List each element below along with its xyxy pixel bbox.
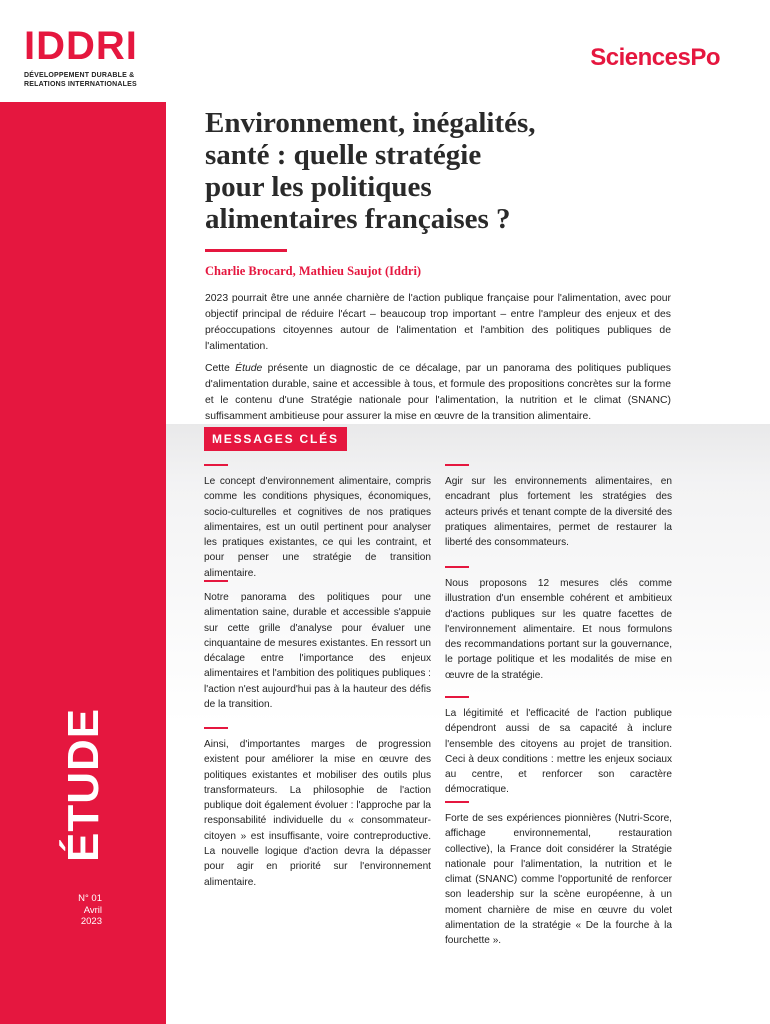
issue-info bbox=[58, 893, 102, 928]
authors: Charlie Brocard, Mathieu Saujot (Iddri) bbox=[205, 264, 422, 278]
issue-number: N° 01 bbox=[78, 893, 102, 904]
intro-paragraph-2-rest: présente un diagnostic de ce décalage, par un panorama des politiques publiques d'alimentation durable, saine et accessible à tous, et formule des propositions concrètes sur la forme et le contenu d'une Stratégie nationale pour l'alimentation, la nutrition et le climat (SNANC) suffisamment ambitieuse pour assurer la mise en œuvre de la transition alimentaire. bbox=[205, 363, 671, 422]
key-message-right-1: Agir sur les environnements alimentaires, en encadrant plus fortement les stratégies des acteurs privés et tenant compte de la diversité des pratiques alimentaires, permet de restaurer la liberté des consommateurs. bbox=[445, 476, 672, 549]
iddri-logo bbox=[24, 26, 154, 89]
title-line-4: alimentaires françaises ? bbox=[205, 203, 511, 235]
intro-paragraph-2 bbox=[205, 361, 671, 425]
key-message-divider bbox=[445, 464, 469, 466]
iddri-subtitle-line2: RELATIONS INTERNATIONALES bbox=[24, 81, 137, 88]
intro-paragraph-2-emphasis: Étude bbox=[235, 363, 263, 374]
sciencespo-logo: SciencesPo bbox=[590, 44, 720, 71]
key-message-divider bbox=[445, 696, 469, 698]
title-line-2: santé : quelle stratégie bbox=[205, 139, 482, 171]
intro-paragraph-1: 2023 pourrait être une année charnière de l'action publique française pour l'alimentation, avec pour objectif principal de réduire l'écart – beaucoup trop important – entre l'ampleur des enjeux et des préoccupations citoyennes autour de l'alimentation et l'ambition des politiques publiques de l'alimentation. bbox=[205, 293, 671, 352]
intro-paragraph-2-start: Cette bbox=[205, 363, 236, 374]
iddri-subtitle-line1: DÉVELOPPEMENT DURABLE & bbox=[24, 72, 135, 79]
title-line-1: Environnement, inégalités, bbox=[205, 107, 536, 139]
key-message-divider bbox=[204, 727, 228, 729]
key-message-divider bbox=[204, 580, 228, 582]
key-messages-label: MESSAGES CLÉS bbox=[204, 427, 347, 451]
key-message-left-1: Le concept d'environnement alimentaire, compris comme les conditions physiques, économiques, socio-culturelles et cognitives de nos pratiques alimentaires, est un outil pertinent pour analyser les pratiques existantes, ce qui les contraint, et pour penser une stratégie de transition alimentaire. bbox=[204, 476, 431, 579]
key-message-right-3: La légitimité et l'efficacité de l'action publique dépendront aussi de sa capacité à inclure l'ensemble des citoyens au projet de transition. Ceci à deux conditions : mettre les enjeux sociaux au centre, et renforcer son caractère démocratique. bbox=[445, 708, 672, 796]
issue-month: Avril bbox=[83, 904, 102, 916]
key-message-left-3: Ainsi, d'importantes marges de progression existent pour améliorer la mise en œuvre des politiques existantes et mobiliser des outils plus transformateurs. La philosophie de l'action publique doit également évoluer : l'approche par la responsabilité individuelle du « consommateur-citoyen » est insuffisante, voire contreproductive. La nouvelle logique d'action devra la dépasser pour agir en priorité sur l'environnement alimentaire. bbox=[204, 739, 431, 888]
key-message-right-4: Forte de ses expériences pionnières (Nutri-Score, affichage environnemental, restauration collective), la France doit considérer la Stratégie nationale pour l'alimentation, la nutrition et le climat (SNANC) comme l'opportunité de renforcer son leadership sur la scène européenne, à un moment charnière de mise en œuvre du volet alimentation de la stratégie « De la fourche à la fourchette ». bbox=[445, 813, 672, 947]
red-side-band bbox=[0, 102, 166, 1024]
document-title bbox=[205, 107, 675, 235]
key-message-left-2: Notre panorama des politiques pour une alimentation saine, durable et accessible s'appuie sur cette grille d'analyse pour évaluer une cinquantaine de mesures existantes. En ressort un décalage entre l'importance des enjeux alimentaires et l'ambition des politiques publiques : l'action n'est aujourd'hui pas à la hauteur des défis de la transition. bbox=[204, 592, 431, 711]
issue-year: 2023 bbox=[80, 916, 102, 927]
title-line-3: pour les politiques bbox=[205, 171, 432, 203]
iddri-logo-mark: IDDRI bbox=[24, 24, 138, 68]
document-type-label: ÉTUDE bbox=[59, 707, 108, 862]
title-divider bbox=[205, 249, 287, 252]
iddri-logo-subtitle bbox=[24, 71, 154, 89]
intro-text bbox=[205, 291, 671, 431]
key-message-divider bbox=[445, 566, 469, 568]
key-message-divider bbox=[204, 464, 228, 466]
key-message-right-2: Nous proposons 12 mesures clés comme illustration d'un ensemble cohérent et ambitieux d'actions publiques sur les quatre facettes de l'environnement alimentaire. Et nous formulons des recommandations portant sur la gouvernance, le portage politique et les modalités de mise en œuvre de la stratégie. bbox=[445, 578, 672, 681]
key-message-divider bbox=[445, 801, 469, 803]
